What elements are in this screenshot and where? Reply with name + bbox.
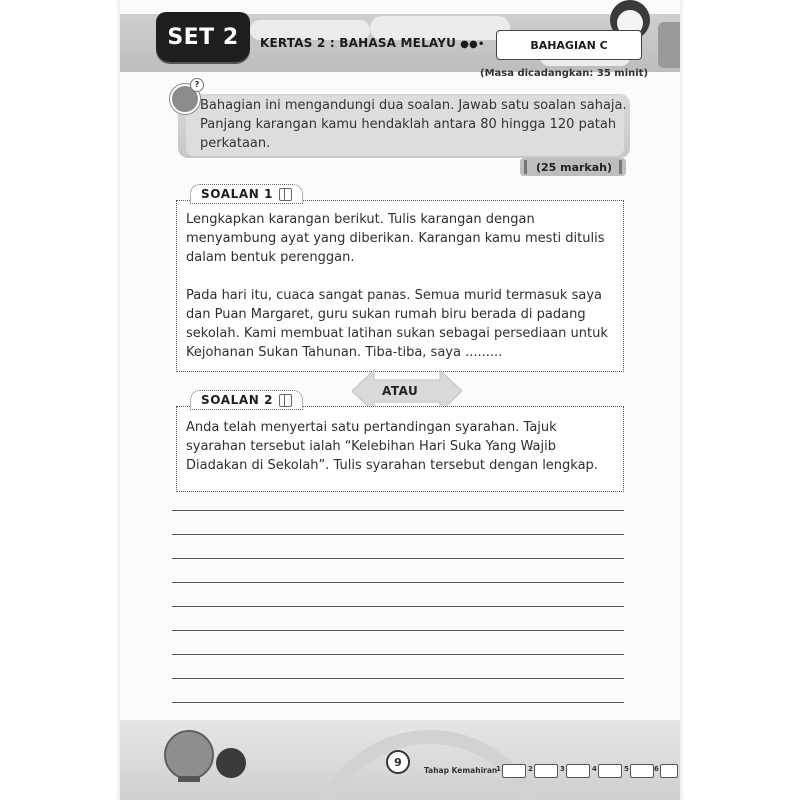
question-1-paragraph-1: Lengkapkan karangan berikut. Tulis karangan dengan menyambung ayat yang diberikan. Karangan kamu mesti ditulis dalam bentuk perenggan.: [186, 212, 605, 265]
question-1-paragraph-2: Pada hari itu, cuaca sangat panas. Semua murid termasuk saya dan Puan Margaret, guru sukan rumah biru berada di padang sekolah. Kami membuat latihan sukan sebagai persediaan untuk Kejohanan Sukan Tahunan. Tiba-tiba, saya .........: [186, 288, 608, 360]
writing-line[interactable]: [172, 702, 624, 703]
skill-level-number: 4: [592, 765, 597, 773]
skill-level-checkbox[interactable]: [534, 764, 558, 778]
skill-level-checkbox[interactable]: [660, 764, 678, 778]
skill-level-checkbox[interactable]: [630, 764, 654, 778]
or-label: ATAU: [382, 384, 419, 398]
skill-level-number: 6: [654, 765, 659, 773]
writing-line[interactable]: [172, 678, 624, 679]
skill-level-number: 1: [496, 765, 501, 773]
set-badge: SET 2: [156, 12, 250, 62]
skill-level-number: 5: [624, 765, 629, 773]
writing-line[interactable]: [172, 510, 624, 511]
marks-bar-right: [619, 160, 622, 174]
marks-bar-left: [524, 160, 527, 174]
skill-level-label: Tahap Kemahiran: [424, 766, 498, 775]
globe-stand-icon: [178, 776, 200, 782]
writing-line[interactable]: [172, 582, 624, 583]
writing-line[interactable]: [172, 606, 624, 607]
book-icon: [279, 188, 292, 201]
writing-line[interactable]: [172, 558, 624, 559]
skill-level-number: 2: [528, 765, 533, 773]
question-2-tab: [190, 390, 303, 410]
section-label: BAHAGIAN C: [496, 30, 642, 60]
paper-title-text: KERTAS 2 : BAHASA MELAYU: [260, 36, 457, 50]
workbook-page: [120, 0, 680, 800]
question-mark-icon: ?: [190, 78, 204, 92]
suggested-time: (Masa dicadangkan: 35 minit): [480, 68, 649, 79]
puzzle-piece-icon: [658, 22, 680, 68]
skill-level-checkbox[interactable]: [566, 764, 590, 778]
question-1-label: SOALAN 1: [201, 187, 274, 201]
page-number: 9: [386, 750, 410, 774]
paper-title: [260, 36, 485, 50]
skill-level-number: 3: [560, 765, 565, 773]
marks-label: (25 markah): [532, 159, 616, 175]
question-1-tab: [190, 184, 303, 204]
skill-level-checkbox[interactable]: [598, 764, 622, 778]
writing-line[interactable]: [172, 534, 624, 535]
dots-icon: ●●•: [460, 39, 485, 50]
writing-line[interactable]: [172, 654, 624, 655]
question-2-label: SOALAN 2: [201, 393, 274, 407]
book-icon: [279, 394, 292, 407]
question-2-paragraph-1: Anda telah menyertai satu pertandingan syarahan. Tajuk syarahan tersebut ialah “Kelebihan Hari Suka Yang Wajib Diadakan di Sekolah”. Tulis syarahan tersebut dengan lengkap.: [186, 420, 598, 473]
globe-icon: [164, 730, 214, 780]
ball-icon: [216, 748, 246, 778]
writing-line[interactable]: [172, 630, 624, 631]
thinking-face-icon: [170, 80, 200, 114]
instruction-text: Bahagian ini mengandungi dua soalan. Jawab satu soalan sahaja. Panjang karangan kamu hendaklah antara 80 hingga 120 patah perkataan.: [200, 98, 627, 151]
skill-level-checkbox[interactable]: [502, 764, 526, 778]
